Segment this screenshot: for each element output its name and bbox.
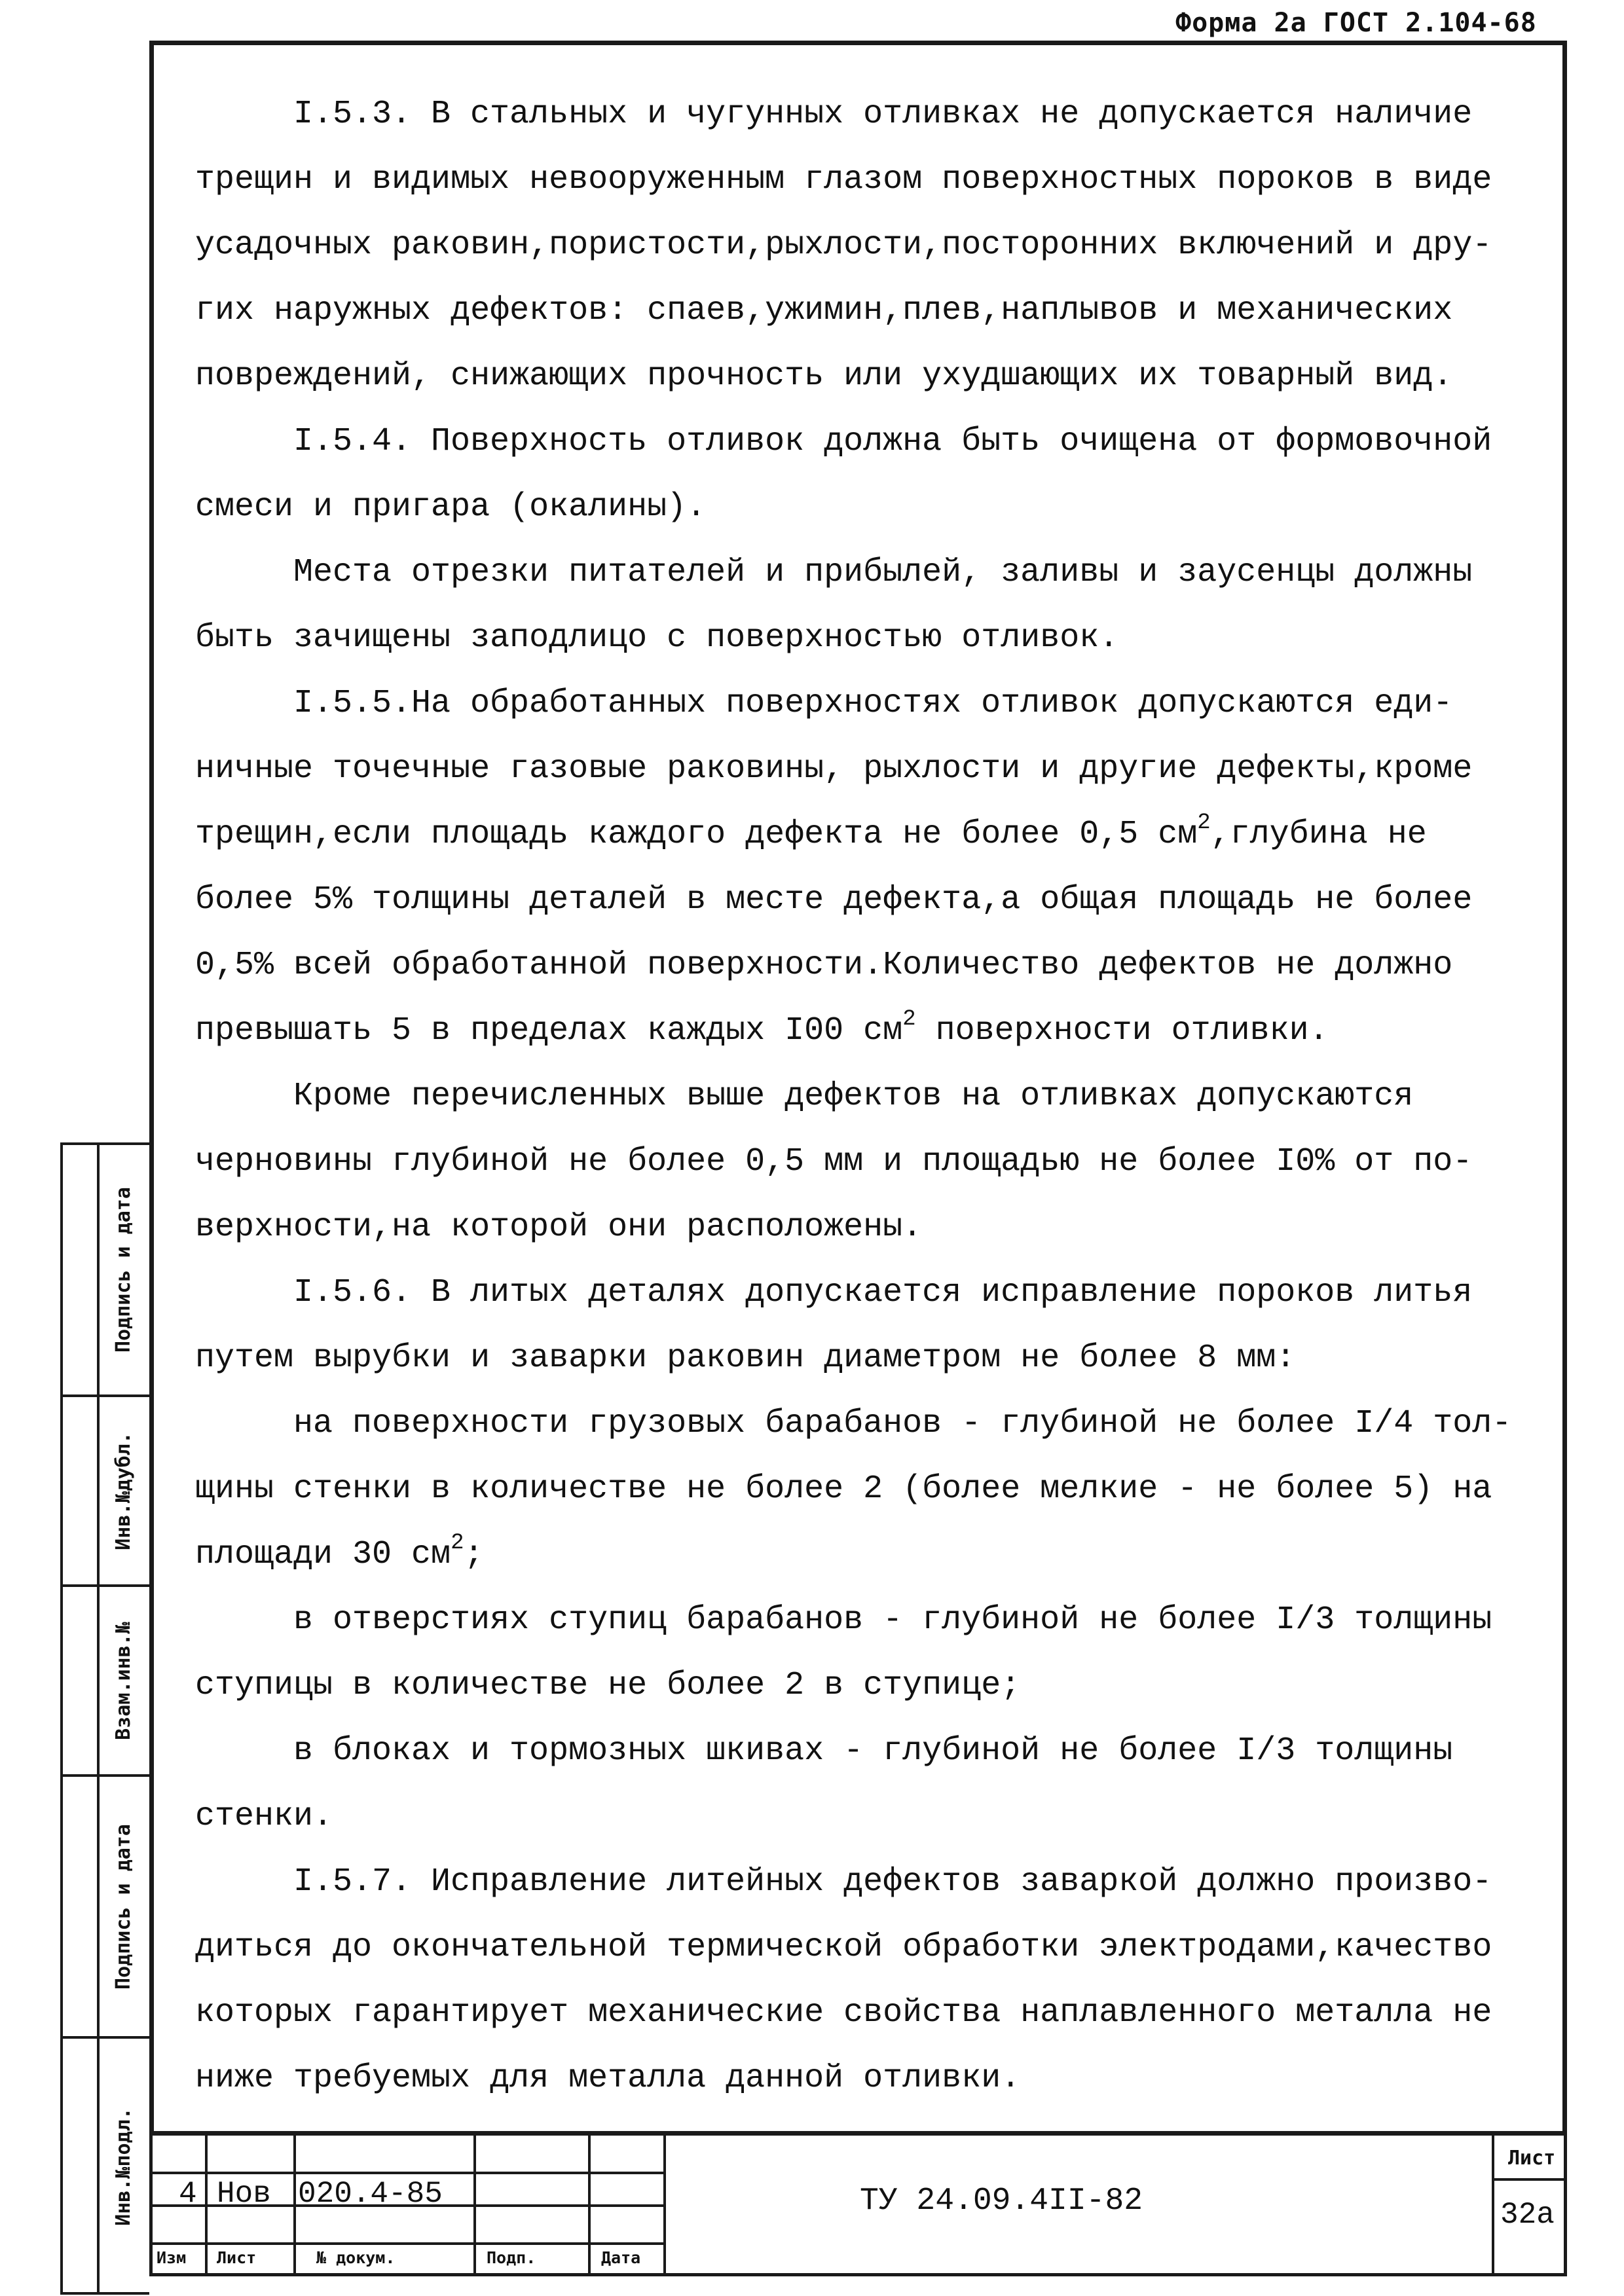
text-line: верхности,на которой они расположены. — [195, 1209, 923, 1246]
text-line: I.5.5.На обработанных поверхностях отливок допускаются еди- — [293, 685, 1453, 722]
superscript: 2 — [451, 1531, 464, 1556]
text-line: стенки. — [195, 1798, 333, 1835]
tb-izm-value: 4 — [179, 2177, 197, 2211]
text-line: трещин,если площадь каждого дефекта не более 0,5 см — [195, 816, 1198, 853]
superscript: 2 — [1197, 811, 1211, 836]
paragraph-group — [195, 82, 1544, 671]
side-cell-blank — [63, 1397, 100, 1584]
side-stamp-column — [60, 1142, 149, 2295]
text-line: превышать 5 в пределах каждых I00 см — [195, 1012, 903, 1049]
tb-col-list: Лист — [217, 2248, 257, 2267]
text-line: ,глубина не — [1210, 816, 1427, 853]
text-line: площади 30 см — [195, 1536, 451, 1573]
paragraph — [195, 82, 1544, 409]
tb-divider — [473, 2132, 476, 2273]
text-line: ниже требуемых для металла данной отливки. — [195, 2060, 1021, 2097]
side-cell-blank — [63, 2039, 100, 2295]
side-label-wrap — [97, 1587, 149, 1774]
text-line: более 5% толщины деталей в месте дефекта,а общая площадь не более — [195, 881, 1473, 919]
paragraph — [195, 409, 1544, 540]
tb-col-date: Дата — [601, 2248, 641, 2267]
side-cell-blank — [63, 1145, 100, 1394]
tb-row-line — [153, 2242, 663, 2245]
text-line: на поверхности грузовых барабанов - глубиной не более I/4 тол- — [293, 1405, 1512, 1442]
paragraph-1-5-5 — [195, 671, 1544, 1064]
tb-col-sign: Подп. — [487, 2248, 536, 2267]
text-line: I.5.6. В литых деталях допускается исправление пороков литья — [293, 1274, 1473, 1311]
text-line: которых гарантирует механические свойства наплавленного металла не — [195, 1994, 1492, 2032]
side-cell-vzam-inv — [63, 1587, 149, 1777]
tb-col-izm: Изм — [157, 2248, 187, 2267]
side-label-inv-podl: Инв.№подл. — [111, 2107, 135, 2226]
text-line: Кроме перечисленных выше дефектов на отливках допускаются — [293, 1078, 1414, 1115]
text-line: диться до окончательной термической обработки электродами,качество — [195, 1929, 1492, 1966]
text-line: трещин и видимых невооруженным глазом поверхностных пороков в виде — [195, 161, 1492, 198]
text-line: I.5.7. Исправление литейных дефектов заваркой должно произво- — [293, 1863, 1492, 1901]
text-line: поверхности отливки. — [915, 1012, 1329, 1049]
text-line: ничные точечные газовые раковины, рыхлости и другие дефекты,кроме — [195, 750, 1473, 788]
tb-sheet-line — [1492, 2178, 1567, 2181]
text-line: 0,5% всей обработанной поверхности.Количество дефектов не должно — [195, 947, 1453, 984]
side-cell-signature-date-top — [63, 1145, 149, 1397]
side-label-wrap — [97, 1397, 149, 1584]
sheet-number: 32а — [1500, 2198, 1555, 2232]
form-label: Форма 2а ГОСТ 2.104-68 — [1175, 8, 1537, 38]
tb-doc-number: 020.4-85 — [298, 2177, 443, 2211]
tb-divider — [588, 2132, 591, 2273]
text-line: I.5.3. В стальных и чугунных отливках не допускается наличие — [293, 96, 1473, 133]
side-label-signature-date-top: Подпись и дата — [111, 1187, 135, 1353]
text-line: в отверстиях ступиц барабанов - глубиной не более I/3 толщины — [293, 1601, 1492, 1639]
side-label-wrap — [97, 2039, 149, 2295]
title-block — [149, 2132, 1567, 2276]
side-label-wrap — [97, 1777, 149, 2036]
side-cell-blank — [63, 1587, 100, 1774]
tb-list-value: Нов — [217, 2177, 271, 2211]
document-designation: ТУ 24.09.4II-82 — [860, 2183, 1143, 2219]
text-line: щины стенки в количестве не более 2 (более мелкие - не более 5) на — [195, 1470, 1492, 1508]
side-cell-inv-podl — [63, 2039, 149, 2295]
text-line: путем вырубки и заварки раковин диаметром не более 8 мм: — [195, 1339, 1296, 1377]
tb-row-line — [153, 2172, 663, 2174]
text-line: усадочных раковин,пористости,рыхлости,посторонних включений и дру- — [195, 227, 1492, 264]
paragraph-chernoviny — [195, 1064, 1544, 1260]
text-line: повреждений, снижающих прочность или ухудшающих их товарный вид. — [195, 357, 1453, 395]
tb-divider — [205, 2132, 208, 2273]
document-body — [195, 82, 1544, 2111]
tb-divider — [1492, 2132, 1494, 2273]
tb-col-doc: № докум. — [316, 2248, 396, 2267]
text-line: черновины глубиной не более 0,5 мм и площадью не более I0% от по- — [195, 1143, 1473, 1180]
side-label-inv-dubl: Инв.№дубл. — [111, 1431, 135, 1550]
tb-divider — [663, 2132, 666, 2273]
text-line: гих наружных дефектов: спаев,ужимин,плев,наплывов и механических — [195, 292, 1453, 329]
side-cell-inv-dubl — [63, 1397, 149, 1587]
side-label-wrap — [97, 1145, 149, 1394]
paragraph — [195, 540, 1544, 671]
tb-sheet-label: Лист — [1508, 2147, 1556, 2170]
side-label-vzam-inv: Взам.инв.№ — [111, 1621, 135, 1740]
tb-divider — [293, 2132, 296, 2273]
paragraph-1-5-6 — [195, 1260, 1544, 1850]
text-line: Места отрезки питателей и прибылей, заливы и заусенцы должны — [293, 554, 1473, 591]
text-line: ; — [464, 1536, 484, 1573]
side-label-signature-date-bottom: Подпись и дата — [111, 1823, 135, 1990]
text-line: в блоках и тормозных шкивах - глубиной не более I/3 толщины — [293, 1732, 1453, 1770]
text-line: быть зачищены заподлицо с поверхностью отливок. — [195, 619, 1119, 657]
text-line: ступицы в количестве не более 2 в ступице; — [195, 1667, 1021, 1704]
side-cell-blank — [63, 1777, 100, 2036]
side-cell-signature-date-bottom — [63, 1777, 149, 2039]
paragraph-1-5-7 — [195, 1850, 1544, 2111]
text-line: смеси и пригара (окалины). — [195, 488, 707, 526]
superscript: 2 — [902, 1007, 916, 1032]
text-line: I.5.4. Поверхность отливок должна быть очищена от формовочной — [293, 423, 1492, 460]
